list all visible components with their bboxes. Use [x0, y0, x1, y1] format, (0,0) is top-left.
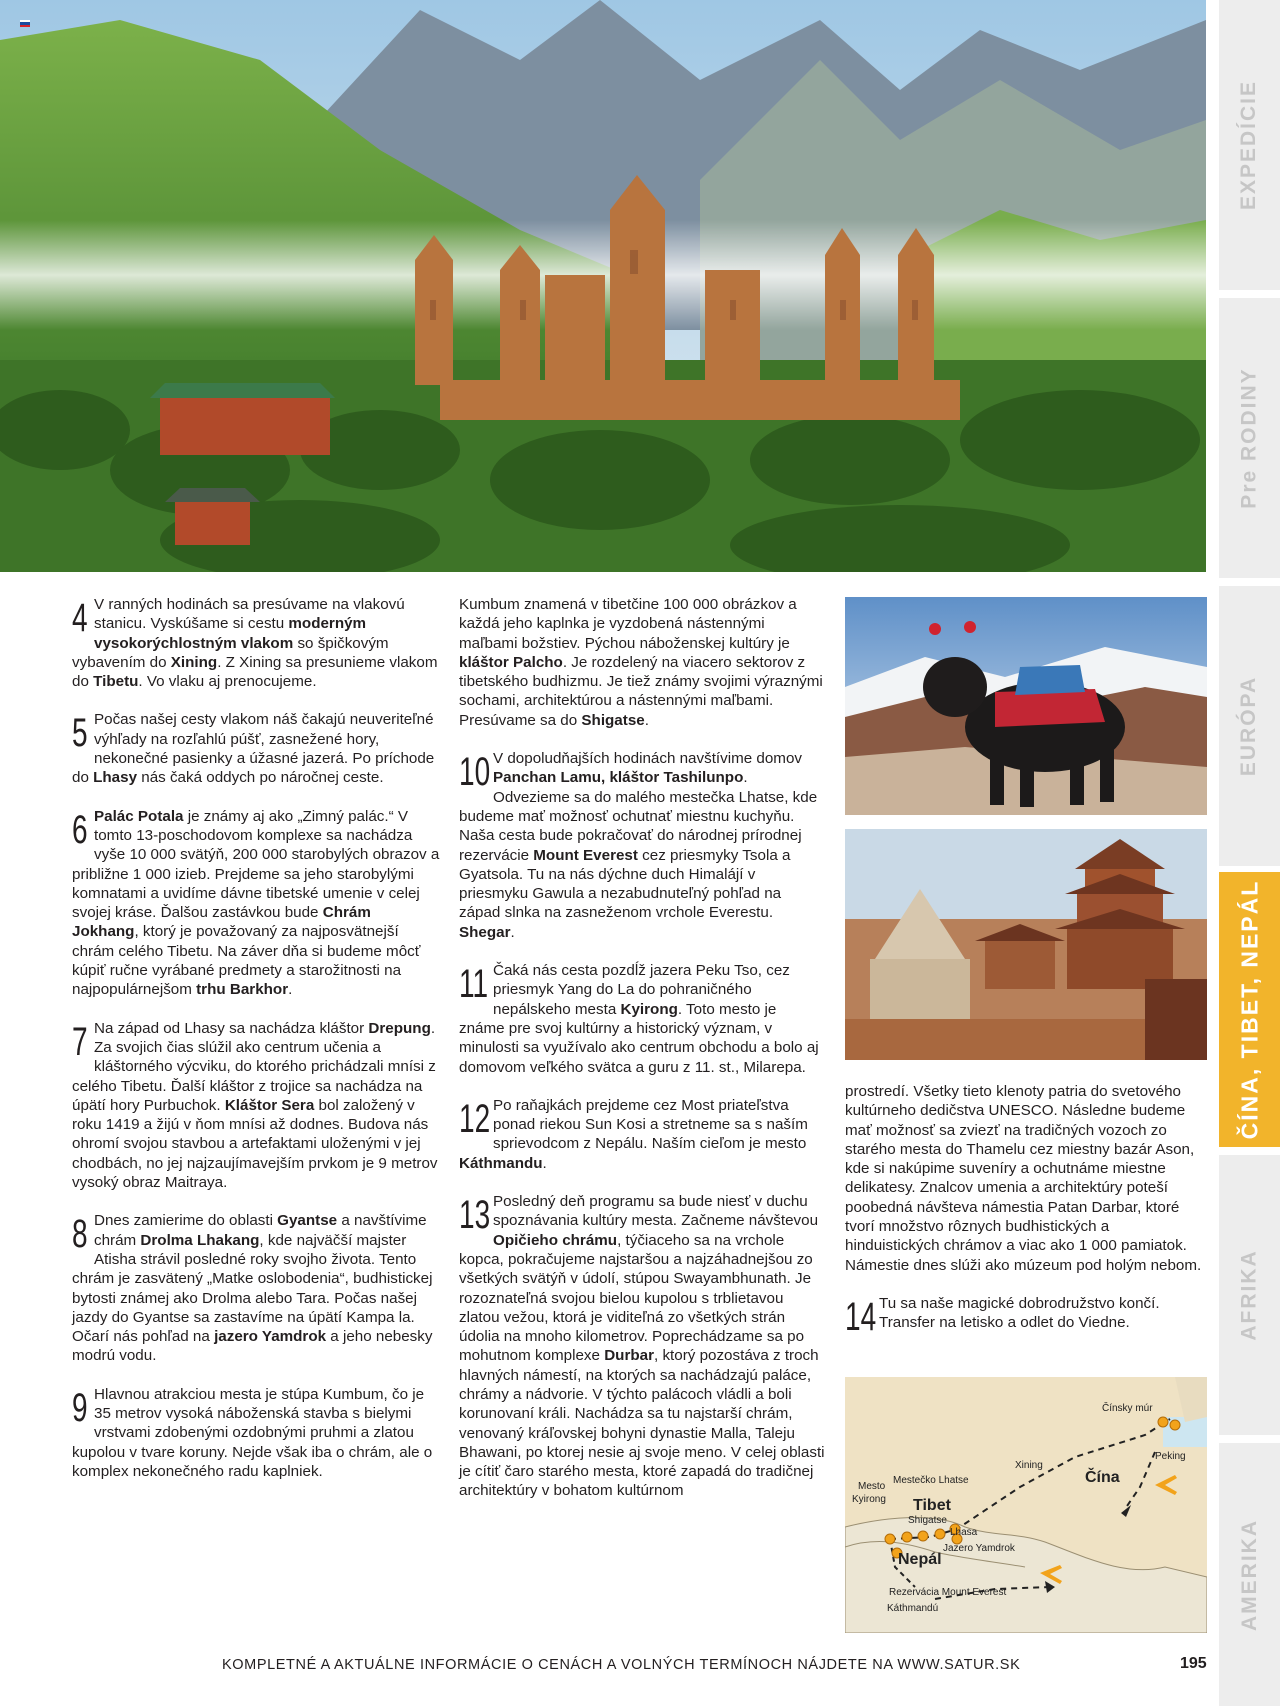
day-6: 6 Palác Potala je známy aj ako „Zimný palác.“ V tomto 13-poschodovom komplexe sa nachádza vyše 10 000 svätýň, 200 000 starobylých obrazov a približne 1 000 izieb. Prejdeme sa jeho starobylými komnatami a uvidíme dávne tibetské umenie v celej svojej kráse. Ďalšou zastávkou bude Chrám Jokhang, ktorý je považovaný za najposvätnejší chrám celého Tibetu. Na záver dňa si budeme môcť kúpiť ručne vyrábané predmety a starožitnosti na najpopulárnejšom trhu Barkhor.: [72, 807, 440, 999]
tab-afrika[interactable]: AFRIKA: [1219, 1155, 1280, 1435]
day-13: 13 Posledný deň programu sa bude niesť v duchu spoznávania kultúry mesta. Začneme návštevou Opičieho chrámu, týčiaceho sa na vrchole kopca, pokračujeme najstaršou a najzáhadnejšou zo všetkých svätýň v údolí, stúpou Swayambhunath. Je rozoznateľná svojou bielou kupolou s trblietavou zlatou vežou, ktorá je viditeľná zo všetkých strán údolia na mnoho kilometrov. Poprechádzame sa po mohutnom komplexe Durbar, ktorý pozostáva z troch hlavných námestí, na ktorých sa nachádzajú paláce, chrámy a nádvorie. V týchto palácoch vládli a boli korunovaní králi. Nachádza sa tu najstarší chrám, venovaný kráľovskej bohyni dynastie Malla, Taleju Bhawani, po ktorej nesie aj svoje meno. V celej oblasti je cítiť čaro starého mesta, ktoré zapadá do tradičnej architektúry v bohatom kultúrnom: [459, 1193, 825, 1500]
footer-info: KOMPLETNÉ A AKTUÁLNE INFORMÁCIE O CENÁCH A VOLNÝCH TERMÍNOCH NÁJDETE NA WWW.SATUR.SK: [222, 1657, 1021, 1673]
day-5: 5 Počas našej cesty vlakom náš čakajú neuveriteľné výhľady na rozľahlú púšť, zasnežené hory, nekonečné pasienky a úžasné jazerá. Po príchode do Lhasy nás čaká oddych po náročnej ceste.: [72, 711, 435, 787]
flag-icon: [20, 20, 30, 27]
day-number: 9: [72, 1385, 88, 1430]
page-number: 195: [1180, 1655, 1207, 1672]
day-7: 7 Na západ od Lhasy sa nachádza kláštor Drepung. Za svojich čias slúžil ako centrum učenia a kláštorného výcviku, do ktorého prichádzali mnísi z celého Tibetu. Ďalší kláštor z trojice sa nachádza na úpätí hory Purbuchok. Kláštor Sera bol založený v roku 1419 a žijú v ňom mnísi až dodnes. Budova nás ohromí svojou stavbou a artefaktami uloženými v jej chodbách, no jej najzaujímavejším prvkom je 9 metrov vysoký obraz Maitraya.: [72, 1019, 438, 1192]
tab-expedicie[interactable]: EXPEDÍCIE: [1219, 0, 1280, 290]
map-label-shigatse: Shigatse: [908, 1515, 947, 1526]
map-label-mesto: Mesto: [858, 1481, 886, 1492]
day-number: 8: [72, 1212, 88, 1257]
tab-europa[interactable]: EURÓPA: [1219, 586, 1280, 866]
map-label-lhatse: Mestečko Lhatse: [893, 1475, 969, 1486]
map-label-cina: Čína: [1085, 1469, 1120, 1486]
day-number: 10: [459, 750, 491, 795]
day-4: 4 V ranných hodinách sa presúvame na vlakovú stanicu. Vyskúšame si cestu moderným vysokorýchlostným vlakom so špičkovým vybavením do Xining. Z Xining sa presunieme vlakom do Tibetu. Vo vlaku aj prenocujeme.: [72, 596, 438, 691]
day-12: 12 Po raňajkách prejdeme cez Most priateľstva ponad riekou Sun Kosi a stretneme sa s naším sprievodcom z Nepálu. Naším cieľom je mesto Káthmandu.: [459, 1096, 808, 1172]
day-number: 14: [845, 1294, 877, 1339]
tab-amerika[interactable]: AMERIKA: [1219, 1443, 1280, 1706]
column-1: [72, 595, 440, 1500]
day-number: 12: [459, 1096, 491, 1141]
column-2: [459, 595, 825, 1520]
column-3: [845, 1082, 1207, 1352]
day-10: 10 V dopoludňajších hodinách navštívime domov Panchan Lamu, kláštor Tashilunpo. Odvezieme sa do malého mestečka Lhatse, kde budeme mať možnosť ochutnať miestnu kuchyňu. Naša cesta bude pokračovať do národnej prírodnej rezervácie Mount Everest cez priesmyky Tsola a Gyatsola. Tu na nás dýchne duch Himalájí v priesmyku Gawula a nezabudnuteľný pohľad na západ slnka na zasneženom vrchole Everestu. Shegar.: [459, 750, 818, 941]
map-label-kathmandu: Káthmandú: [887, 1603, 939, 1614]
day-9: 9 Hlavnou atrakciou mesta je stúpa Kumbum, čo je 35 metrov vysoká náboženská stavba s bielymi vrstvami zdobenými ozdobnými pruhmi a zlatou kupolou v tvare koruny. Nejde však iba o chrám, ale o komplex nekonečného radu kaplniek.: [72, 1385, 433, 1480]
map-label-nepal: Nepál: [898, 1551, 942, 1568]
day-11: 11 Čaká nás cesta pozdĺž jazera Peku Tso, cez priesmyk Yang do La do pohraničného nepálskeho mesta Kyirong. Toto mesto je známe pre svoj kultúrny a historický význam, v minulosti sa využívalo ako centrum obchodu a bolo aj domovom veľkého svätca a guru z 11. st., Milarepa.: [459, 962, 819, 1076]
map-label-kyirong: Kyirong: [852, 1494, 886, 1505]
route-map: [845, 1377, 1207, 1633]
side-tabs: [1219, 0, 1280, 1706]
tab-pre-rodiny[interactable]: Pre RODINY: [1219, 298, 1280, 578]
map-label-tibet: Tibet: [913, 1497, 951, 1514]
map-label-peking: Peking: [1155, 1451, 1186, 1462]
day-number: 5: [72, 711, 88, 756]
day-number: 11: [459, 962, 489, 1007]
tab-cina-tibet-nepal[interactable]: ČÍNA, TIBET, NEPÁL: [1219, 872, 1280, 1147]
map-label-yamdrok: Jazero Yamdrok: [943, 1543, 1015, 1554]
map-label-lhasa: Lhasa: [950, 1527, 978, 1538]
day-13-continued: prostredí. Všetky tieto klenoty patria do svetového kultúrneho dedičstva UNESCO. Následne budeme mať možnosť sa zviezť na tradičných vozoch zo starého mesta do Thamelu cez miestny bazár Ason, kde si nakúpime suveníry a ochutnáme miestne delikatesy. Znalcov umenia a architektúry poteší poobedná návšteva námestia Patan Darbar, ktoré tvorí množstvo rôznych budhistických a hinduistických chrámov a viac ako 1 000 pamiatok. Námestie dnes slúži ako múzeum pod holým nebom.: [845, 1083, 1202, 1274]
day-number: 6: [72, 807, 88, 852]
day-9-continued: Kumbum znamená v tibetčine 100 000 obrázkov a každá jeho kaplnka je vyzdobená nástennými maľbami božstiev. Pýchou náboženskej kultúry je kláštor Palcho. Je rozdelený na viacero sektorov z tibetského budhizmu. Je tiež známy svojimi výraznými sochami, architektúrou a nástennými maľbami. Presúvame sa do Shigatse.: [459, 596, 823, 729]
map-label-great-wall: Čínsky múr: [1102, 1403, 1153, 1414]
map-label-xining: Xining: [1015, 1460, 1043, 1471]
photo-yak: [845, 597, 1207, 815]
day-number: 7: [72, 1019, 88, 1064]
map-label-everest: Rezervácia Mount Everest: [889, 1587, 1007, 1598]
day-number: 13: [459, 1193, 491, 1238]
day-8: 8 Dnes zamierime do oblasti Gyantse a navštívime chrám Drolma Lhakang, kde najväčší majster Atisha strávil posledné roky svojho života. Tento chrám je zasvätený „Matke oslobodenia“, budhistickej bytosti známej ako Drolma alebo Tara. Počas našej jazdy do Gyantse sa zastavíme na úpätí Kampa la. Očarí nás pohľad na jazero Yamdrok a jeho nebesky modrú vodu.: [72, 1212, 433, 1365]
photo-kathmandu-durbar: [845, 829, 1207, 1060]
day-number: 4: [72, 596, 88, 640]
day-14: 14 Tu sa naše magické dobrodružstvo končí. Transfer na letisko a odlet do Viedne.: [845, 1294, 1160, 1339]
hero-photo-tibetan-palace: [0, 0, 1206, 572]
